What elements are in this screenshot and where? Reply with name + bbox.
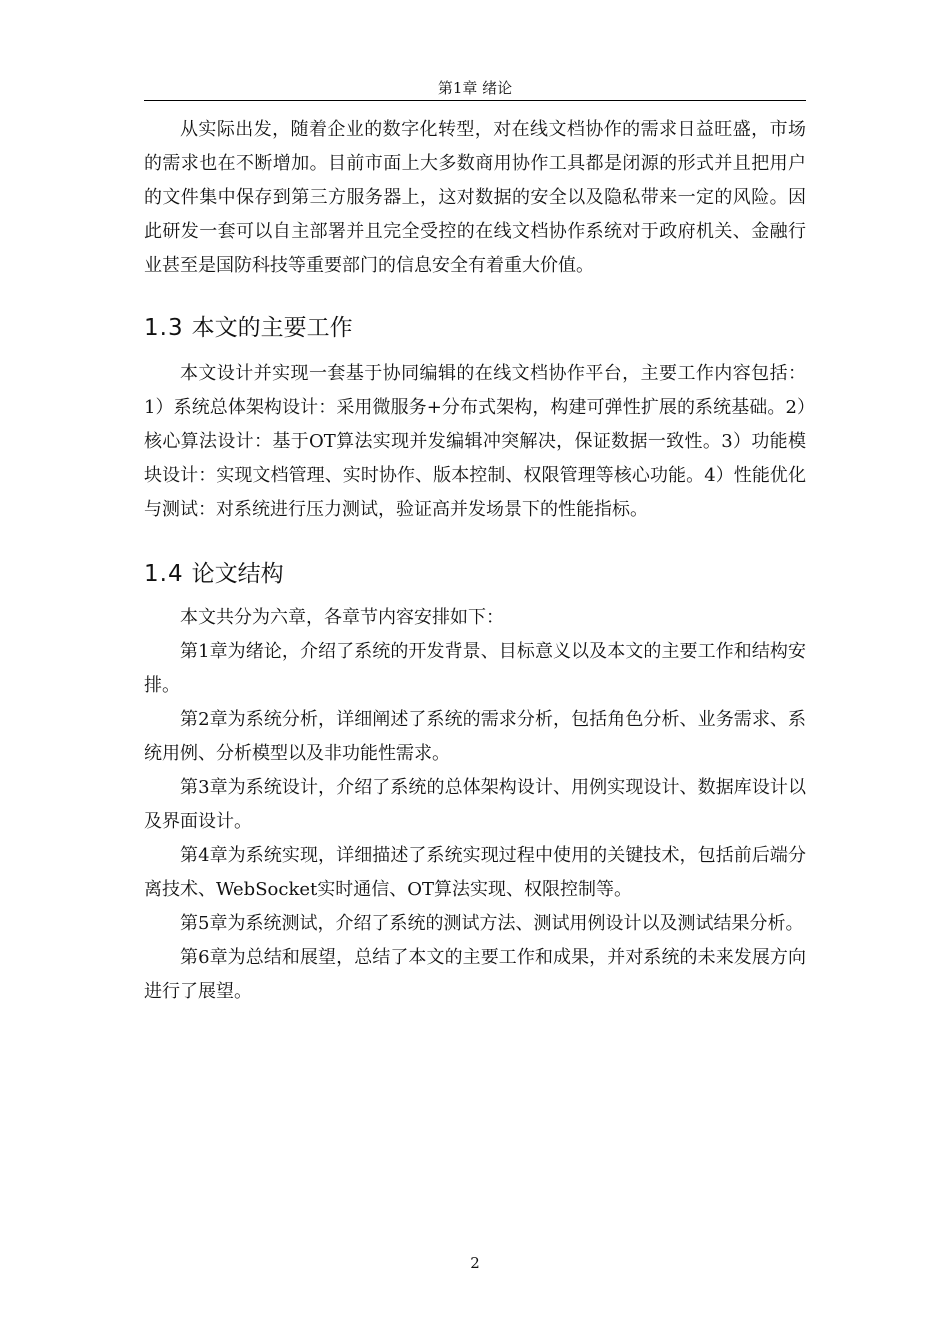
chapter-2-paragraph: 第2章为系统分析，详细阐述了系统的需求分析，包括角色分析、业务需求、系统用例、分析模型以及非功能性需求。: [144, 709, 806, 764]
section-title: 论文结构: [191, 561, 284, 587]
chapter-1-paragraph: 第1章为绪论，介绍了系统的开发背景、目标意义以及本文的主要工作和结构安排。: [144, 641, 806, 696]
section-number: 1.4: [144, 561, 184, 587]
running-header: 第1章 绪论: [437, 79, 513, 97]
chapter-4-paragraph: 第4章为系统实现，详细描述了系统实现过程中使用的关键技术，包括前后端分离技术、WebSocket实时通信、OT算法实现、权限控制等。: [144, 845, 806, 900]
section-heading-1-4: [144, 557, 806, 591]
section-number: 1.3: [144, 315, 184, 341]
main-work-paragraph: 本文设计并实现一套基于协同编辑的在线文档协作平台，主要工作内容包括：1）系统总体架构设计：采用微服务+分布式架构，构建可弹性扩展的系统基础。2）核心算法设计：基于OT算法实现并发编辑冲突解决，保证数据一致性。3）功能模块设计：实现文档管理、实时协作、版本控制、权限管理等核心功能。4）性能优化与测试：对系统进行压力测试，验证高并发场景下的性能指标。: [144, 363, 806, 520]
chapter-3-paragraph: 第3章为系统设计，介绍了系统的总体架构设计、用例实现设计、数据库设计以及界面设计。: [144, 777, 806, 832]
page-body: [144, 113, 806, 1009]
section-title: 本文的主要工作: [191, 315, 353, 341]
section-heading-1-3: [144, 311, 806, 345]
structure-intro-paragraph: 本文共分为六章，各章节内容安排如下：: [180, 607, 504, 628]
intro-paragraph: 从实际出发，随着企业的数字化转型，对在线文档协作的需求日益旺盛，市场的需求也在不断增加。目前市面上大多数商用协作工具都是闭源的形式并且把用户的文件集中保存到第三方服务器上，这对数据的安全以及隐私带来一定的风险。因此研发一套可以自主部署并且完全受控的在线文档协作系统对于政府机关、金融行业甚至是国防科技等重要部门的信息安全有着重大价值。: [144, 119, 806, 276]
chapter-6-paragraph: 第6章为总结和展望，总结了本文的主要工作和成果，并对系统的未来发展方向进行了展望。: [144, 947, 806, 1002]
header-rule: [144, 100, 806, 101]
chapter-5-paragraph: 第5章为系统测试，介绍了系统的测试方法、测试用例设计以及测试结果分析。: [180, 913, 804, 934]
page-number: 2: [470, 1254, 480, 1272]
